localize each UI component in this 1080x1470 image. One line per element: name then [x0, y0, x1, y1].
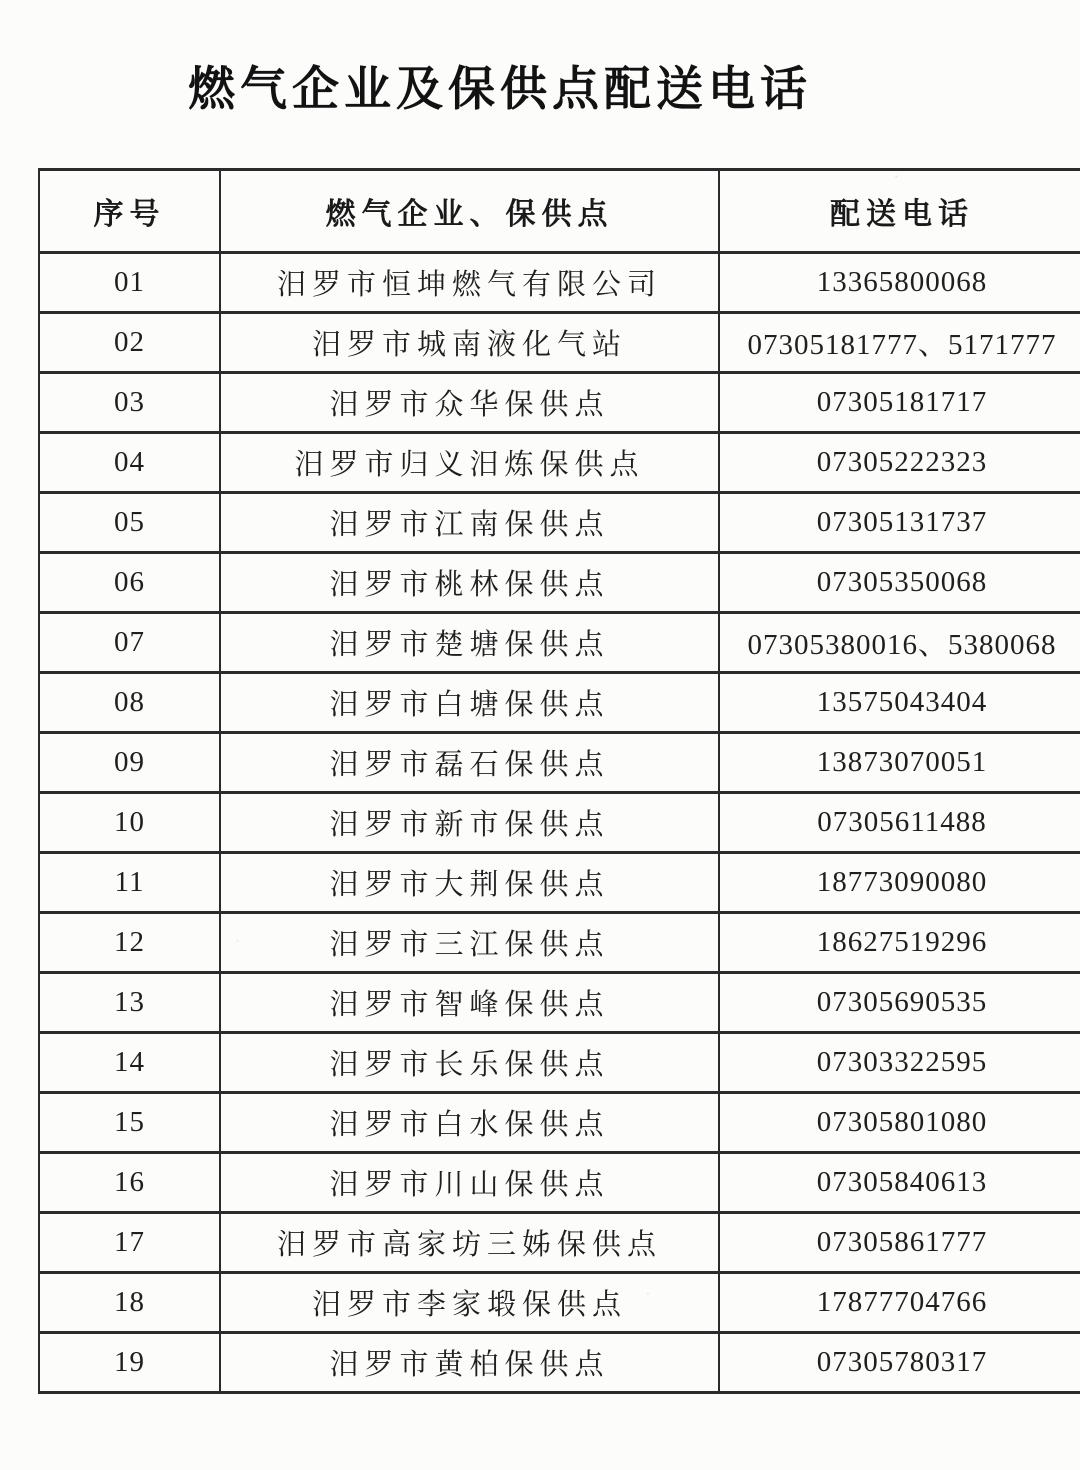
header-serial-number: 序号 [39, 170, 220, 253]
table-row [39, 433, 1080, 493]
cell-serial-number: 03 [39, 373, 220, 433]
cell-company-name: 汨罗市三江保供点 [220, 913, 719, 973]
cell-phone-number: 18627519296 [719, 913, 1080, 973]
cell-serial-number: 13 [39, 973, 220, 1033]
table-row [39, 1333, 1080, 1393]
cell-serial-number: 01 [39, 253, 220, 313]
cell-company-name: 汨罗市恒坤燃气有限公司 [220, 253, 719, 313]
cell-phone-number: 07305611488 [719, 793, 1080, 853]
cell-phone-number: 07305801080 [719, 1093, 1080, 1153]
cell-serial-number: 17 [39, 1213, 220, 1273]
cell-company-name: 汨罗市白塘保供点 [220, 673, 719, 733]
table-row [39, 253, 1080, 313]
cell-phone-number: 13365800068 [719, 253, 1080, 313]
table-row [39, 673, 1080, 733]
cell-company-name: 汨罗市白水保供点 [220, 1093, 719, 1153]
table-row [39, 1273, 1080, 1333]
cell-company-name: 汨罗市归义汨炼保供点 [220, 433, 719, 493]
table-body [39, 253, 1080, 1393]
cell-company-name: 汨罗市大荆保供点 [220, 853, 719, 913]
cell-serial-number: 04 [39, 433, 220, 493]
cell-company-name: 汨罗市众华保供点 [220, 373, 719, 433]
cell-company-name: 汨罗市高家坊三姊保供点 [220, 1213, 719, 1273]
table-row [39, 973, 1080, 1033]
cell-company-name: 汨罗市新市保供点 [220, 793, 719, 853]
table-row [39, 793, 1080, 853]
table-row [39, 1213, 1080, 1273]
cell-phone-number: 07305131737 [719, 493, 1080, 553]
table-row [39, 313, 1080, 373]
page-title: 燃气企业及保供点配送电话 [188, 64, 812, 116]
cell-serial-number: 08 [39, 673, 220, 733]
cell-phone-number: 07305181717 [719, 373, 1080, 433]
cell-phone-number: 07305780317 [719, 1333, 1080, 1393]
cell-phone-number: 07305690535 [719, 973, 1080, 1033]
table-row [39, 1093, 1080, 1153]
cell-company-name: 汨罗市黄柏保供点 [220, 1333, 719, 1393]
cell-phone-number: 07305350068 [719, 553, 1080, 613]
cell-serial-number: 19 [39, 1333, 220, 1393]
cell-phone-number: 13575043404 [719, 673, 1080, 733]
cell-serial-number: 10 [39, 793, 220, 853]
cell-phone-number: 17877704766 [719, 1273, 1080, 1333]
cell-phone-number: 07305181777、5171777 [719, 313, 1080, 373]
cell-serial-number: 06 [39, 553, 220, 613]
cell-company-name: 汨罗市磊石保供点 [220, 733, 719, 793]
cell-phone-number: 07303322595 [719, 1033, 1080, 1093]
cell-phone-number: 07305380016、5380068 [719, 613, 1080, 673]
table-row [39, 1033, 1080, 1093]
table-row [39, 613, 1080, 673]
table-row [39, 853, 1080, 913]
table-row [39, 733, 1080, 793]
cell-phone-number: 07305222323 [719, 433, 1080, 493]
cell-company-name: 汨罗市长乐保供点 [220, 1033, 719, 1093]
table-row [39, 913, 1080, 973]
phone-table [38, 168, 1080, 1394]
cell-company-name: 汨罗市李家塅保供点 [220, 1273, 719, 1333]
table-row [39, 1153, 1080, 1213]
cell-phone-number: 07305840613 [719, 1153, 1080, 1213]
cell-phone-number: 13873070051 [719, 733, 1080, 793]
cell-serial-number: 14 [39, 1033, 220, 1093]
cell-serial-number: 11 [39, 853, 220, 913]
cell-company-name: 汨罗市楚塘保供点 [220, 613, 719, 673]
cell-serial-number: 16 [39, 1153, 220, 1213]
table-row [39, 553, 1080, 613]
cell-serial-number: 02 [39, 313, 220, 373]
cell-serial-number: 15 [39, 1093, 220, 1153]
cell-serial-number: 05 [39, 493, 220, 553]
cell-company-name: 汨罗市江南保供点 [220, 493, 719, 553]
cell-company-name: 汨罗市城南液化气站 [220, 313, 719, 373]
cell-company-name: 汨罗市川山保供点 [220, 1153, 719, 1213]
table-row [39, 493, 1080, 553]
cell-serial-number: 12 [39, 913, 220, 973]
cell-company-name: 汨罗市桃林保供点 [220, 553, 719, 613]
cell-phone-number: 18773090080 [719, 853, 1080, 913]
cell-company-name: 汨罗市智峰保供点 [220, 973, 719, 1033]
cell-phone-number: 07305861777 [719, 1213, 1080, 1273]
table-row [39, 373, 1080, 433]
header-company-supply-point: 燃气企业、保供点 [220, 170, 719, 253]
cell-serial-number: 18 [39, 1273, 220, 1333]
cell-serial-number: 09 [39, 733, 220, 793]
cell-serial-number: 07 [39, 613, 220, 673]
table-header-row [39, 170, 1080, 253]
header-delivery-phone: 配送电话 [719, 170, 1080, 253]
